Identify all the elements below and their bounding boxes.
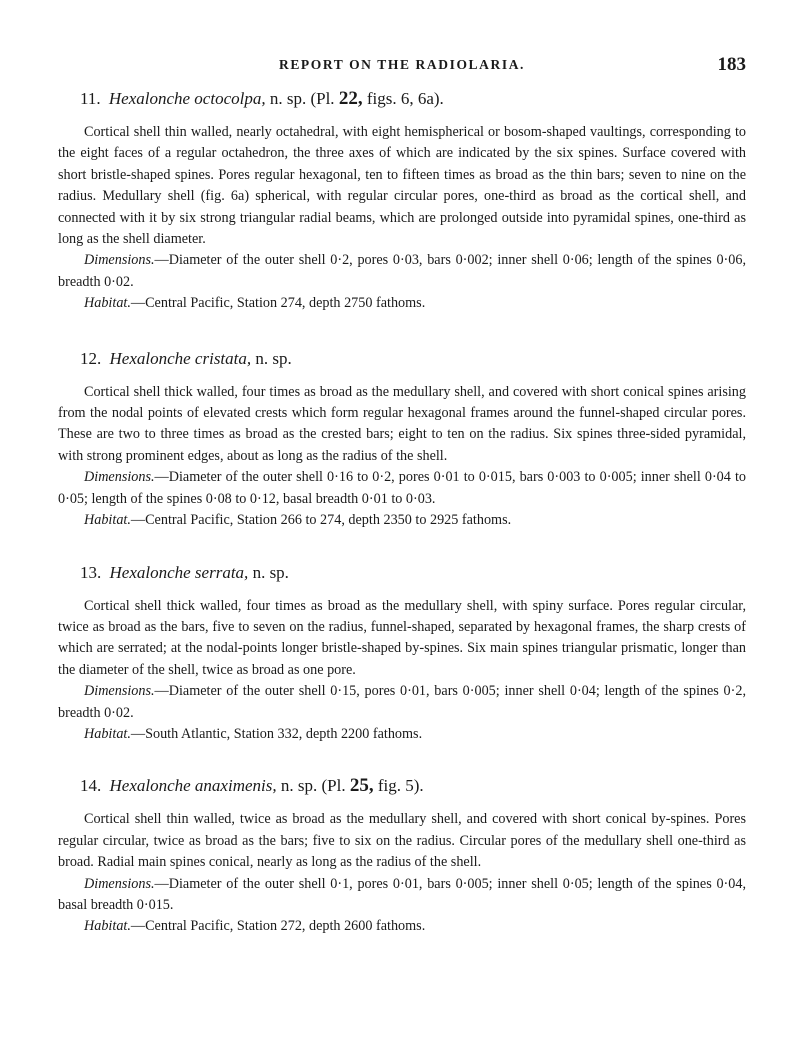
habitat-text: —Central Pacific, Station 274, depth 2750 fathoms. xyxy=(130,295,426,312)
species-heading xyxy=(80,562,746,584)
habitat-label: Habitat. xyxy=(84,295,131,312)
habitat-label: Habitat. xyxy=(84,918,131,935)
species-status: n. sp. xyxy=(280,776,318,796)
habitat-text: —South Atlantic, Station 332, depth 2200 fathoms. xyxy=(130,725,423,742)
species-heading xyxy=(80,348,746,370)
running-header xyxy=(58,50,746,82)
habitat-label: Habitat. xyxy=(84,512,131,529)
species-status: n. sp. xyxy=(255,348,292,368)
species-description: Cortical shell thick walled, four times as broad as the medullary shell, with spiny surface. Pores regular circular, twice as broad as the bars, five to seven on the radius, funnel-shaped, separated by hexagonal frames, the sharp crests of which are serrated; at the nodal-points longer bristle-shaped by-spines. Six main spines triangular prismatic, longer than the diameter of the shell, twice as broad as one pore. xyxy=(58,597,746,678)
dimensions-label: Dimensions. xyxy=(84,875,155,892)
dimensions-label: Dimensions. xyxy=(84,252,155,269)
dimensions-text: —Diameter of the outer shell 0·2, pores 0·03, bars 0·002; inner shell 0·06; length of the spines 0·06, breadth 0·02. xyxy=(58,252,746,290)
habitat-text: —Central Pacific, Station 272, depth 2600 fathoms. xyxy=(130,918,426,935)
dimensions-label: Dimensions. xyxy=(84,683,155,700)
habitat-text: —Central Pacific, Station 266 to 274, depth 2350 to 2925 fathoms. xyxy=(130,512,512,529)
dimensions-paragraph xyxy=(58,681,746,724)
plate-ref-open: (Pl. xyxy=(310,89,335,108)
species-entry xyxy=(58,88,746,315)
species-number: 11. xyxy=(80,89,101,108)
species-entry xyxy=(58,348,746,532)
dimensions-label: Dimensions. xyxy=(84,469,155,486)
species-description: Cortical shell thick walled, four times as broad as the medullary shell, and covered with short conical spines arising from the nodal points of elevated crests which form regular hexagonal frames around the funnel-shaped circular pores. These are two to three times as broad as the crested bars; eight to ten on the radius. Six spines three-sided pyramidal, with strong prominent edges, about as long as the radius of the shell. xyxy=(58,383,746,464)
dimensions-text: —Diameter of the outer shell 0·1, pores 0·01, bars 0·005; inner shell 0·05; length of the spines 0·04, basal breadth 0·015. xyxy=(58,875,746,913)
species-number: 13. xyxy=(80,562,102,582)
book-page xyxy=(58,50,746,938)
species-description: Cortical shell thin walled, twice as broad as the medullary shell, and covered with short conical by-spines. Pores regular circular, twice as broad as the bars; five to six on the radius. Circular pores of the medullary shell one-third as broad. Radial main spines conical, nearly as long as the radius of the shell. xyxy=(58,811,746,871)
plate-number: 22, xyxy=(338,88,363,109)
species-status: n. sp. xyxy=(252,562,289,582)
species-name: Hexalonche anaximenis, xyxy=(109,776,277,796)
plate-ref-close: figs. 6, 6a). xyxy=(366,89,444,108)
plate-number: 25, xyxy=(349,775,374,797)
dimensions-paragraph xyxy=(58,250,746,293)
species-entry xyxy=(58,775,746,937)
species-name: Hexalonche octocolpa, xyxy=(108,89,266,108)
dimensions-text: —Diameter of the outer shell 0·16 to 0·2, pores 0·01 to 0·015, bars 0·003 to 0·005; inner shell 0·04 to 0·05; length of the spines 0·08 to 0·12, basal breadth 0·01 to 0·03. xyxy=(58,469,746,507)
species-heading xyxy=(80,775,746,797)
habitat-paragraph xyxy=(58,293,746,314)
plate-ref-close: fig. 5). xyxy=(377,776,424,796)
species-status: n. sp. xyxy=(269,89,307,108)
species-number: 14. xyxy=(80,776,102,796)
dimensions-text: —Diameter of the outer shell 0·15, pores 0·01, bars 0·005; inner shell 0·04; length of the spines 0·2, breadth 0·02. xyxy=(58,683,746,721)
habitat-label: Habitat. xyxy=(84,725,131,742)
species-entry xyxy=(58,562,746,746)
plate-ref-open: (Pl. xyxy=(321,776,346,796)
habitat-paragraph xyxy=(58,510,746,531)
dimensions-paragraph xyxy=(58,467,746,510)
species-heading xyxy=(80,88,746,110)
species-name: Hexalonche serrata, xyxy=(109,562,249,582)
species-name: Hexalonche cristata, xyxy=(109,348,252,368)
species-description: Cortical shell thin walled, nearly octahedral, with eight hemispherical or bosom-shaped vaultings, corresponding to the eight faces of a regular octahedron, the three axes of which are indicated by the six spines. Surface covered with short bristle-shaped spines. Pores regular hexagonal, ten to fifteen times as broad as the thin bars; seven to nine on the radius. Medullary shell (fig. 6a) spherical, with regular circular pores, one-third as broad as the cortical shell, and connected with it by six strong triangular radial beams, which are prolonged outside into pyramidal spines, one-third as long as the shell diameter. xyxy=(58,124,746,248)
running-title: REPORT ON THE RADIOLARIA. xyxy=(278,57,526,72)
habitat-paragraph xyxy=(58,916,746,937)
dimensions-paragraph xyxy=(58,874,746,917)
page-number: 183 xyxy=(717,54,746,75)
habitat-paragraph xyxy=(58,724,746,745)
species-number: 12. xyxy=(80,348,102,368)
